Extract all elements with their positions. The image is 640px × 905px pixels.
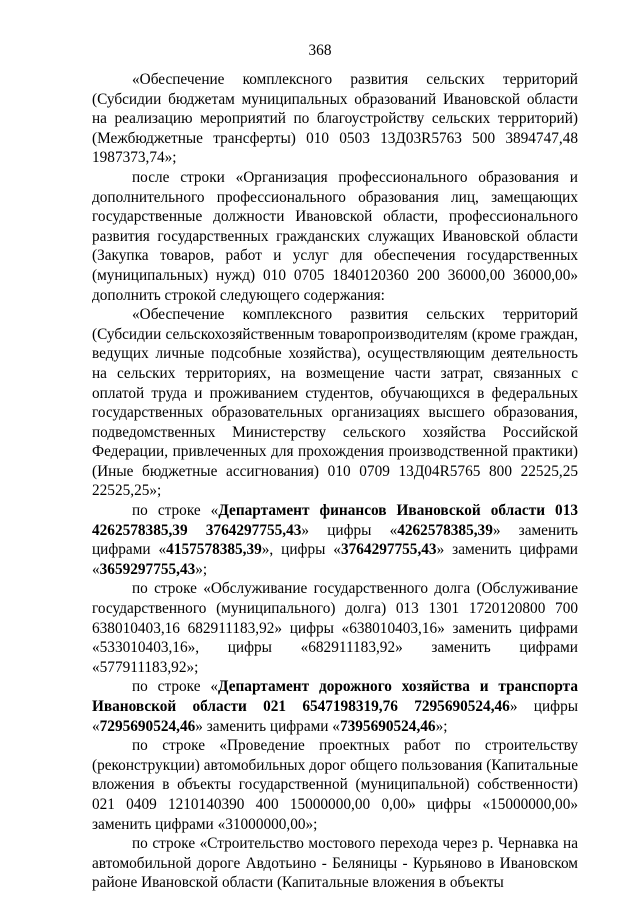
bold-text-run: 3764297755,43 <box>340 541 437 559</box>
text-run: по строке «Строительство мостового перехода через р. Чернавка на автомобильной дороге Авдотьино - Беляницы - Курьяново в Ивановском районе Ивановской области (Капитальные вложения в объекты <box>92 835 578 892</box>
text-run: по строке «Обслуживание государственного долга (Обслуживание государственного (муниципального) долга) 013 1301 1720120800 700 638010403,16 682911183,92» цифры «638010403,16» заменить цифрами «533010403,16», цифры «682911183,92» заменить цифрами «577911183,92»; <box>92 580 578 676</box>
bold-text-run: 3659297755,43 <box>99 560 196 578</box>
paragraph-amendment-rural-subsidies-municipal <box>92 70 578 168</box>
bold-text-run: 7395690524,46 <box>339 717 436 735</box>
paragraph-bridge-construction <box>92 834 578 893</box>
paragraph-amendment-rural-subsidies-agricultural <box>92 305 578 501</box>
paragraph-insert-after-professional-education <box>92 168 578 305</box>
text-run: », цифры « <box>261 541 341 559</box>
text-run: после строки «Организация профессионального образования и дополнительного профессионального образования лиц, замещающих государственные должности Ивановской области, профессионального развития государственных гражданских служащих Ивановской области (Закупка товаров, работ и услуг для обеспечения государственных (муниципальных) нужд) 010 0705 1840120360 200 36000,00 36000,00» дополнить строкой следующего содержания: <box>92 168 578 304</box>
paragraph-debt-service-figures <box>92 579 578 677</box>
text-run: »; <box>195 560 208 578</box>
text-run: по строке «Проведение проектных работ по строительству (реконструкции) автомобильных дорог общего пользования (Капитальные вложения в объекты государственной (муниципальной) собственности) 021 0409 1210140390 400 15000000,00 0,00» цифры «15000000,00» заменить цифрами «31000000,00»; <box>92 737 578 833</box>
text-run: по строке « <box>132 502 219 520</box>
paragraph-road-department-figures <box>92 677 578 736</box>
bold-text-run: 4157578385,39 <box>166 541 262 559</box>
paragraph-road-design-works-figures <box>92 736 578 834</box>
text-run: » цифры « <box>301 521 398 539</box>
text-run: » заменить цифрами « <box>92 521 578 559</box>
bold-text-run: Департамент дорожного хозяйства и транспорта Ивановской области 021 6547198319,76 7295690524,46 <box>92 678 579 715</box>
document-body <box>92 70 578 893</box>
bold-text-run: 7295690524,46 <box>99 717 196 735</box>
paragraph-finance-department-figures <box>92 501 578 579</box>
text-run: »; <box>435 717 448 735</box>
text-run: по строке « <box>132 678 218 696</box>
text-run: » заменить цифрами « <box>92 541 578 578</box>
text-run: » цифры « <box>92 698 579 735</box>
bold-text-run: 4262578385,39 <box>397 521 493 539</box>
bold-text-run: Департамент финансов Ивановской области 013 4262578385,39 3764297755,43 <box>92 502 578 539</box>
text-run: «Обеспечение комплексного развития сельских территорий (Субсидии бюджетам муниципальных образований Ивановской области на реализацию мероприятий по благоустройству сельских территорий) (Межбюджетные трансферты) 010 0503 13Д03R5763 500 3894747,48 1987373,74»; <box>92 71 578 167</box>
text-run: «Обеспечение комплексного развития сельских территорий (Субсидии сельскохозяйственным товаропроизводителям (кроме граждан, ведущих личные подсобные хозяйства), осуществляющим деятельность на сельских территориях, на возмещение части затрат, связанных с оплатой труда и проживанием студентов, обучающихся в федеральных государственных образовательных организациях высшего образования, подведомственных Министерству сельского хозяйства Российской Федерации, привлеченных для прохождения производственной практики) (Иные бюджетные ассигнования) 010 0709 13Д04R5765 800 22525,25 22525,25»; <box>92 306 578 500</box>
page-number: 368 <box>308 42 332 59</box>
text-run: » заменить цифрами « <box>195 717 340 735</box>
